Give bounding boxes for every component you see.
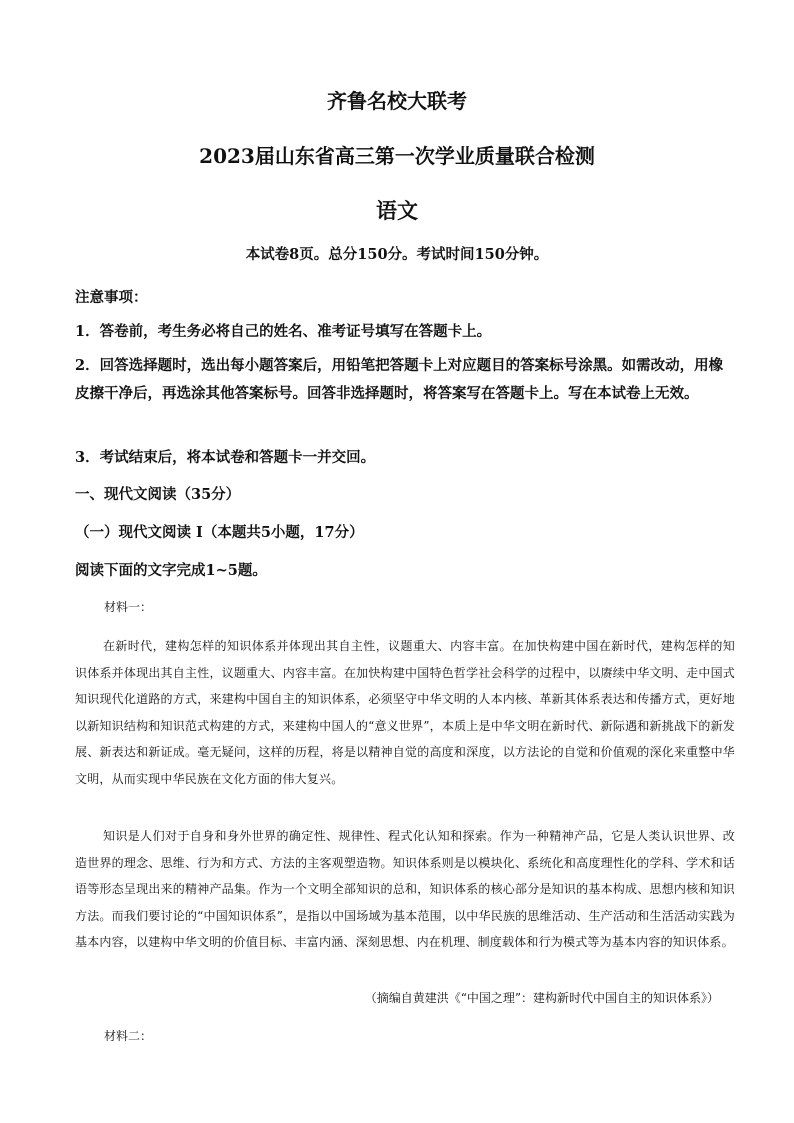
notice-item-2: 2．回答选择题时，选出每小题答案后，用铅笔把答题卡上对应题目的答案标号涂黑。如需改动，用橡皮擦干净后，再选涂其他答案标号。回答非选择题时，将答案写在答题卡上。写在本试卷上无效。 [75, 357, 724, 402]
material-1-label: 材料一： [104, 600, 153, 614]
exam-info: 本试卷8页。总分150分。考试时间150分钟。 [245, 246, 549, 263]
material-1-paragraph-2: 知识是人们对于自身和身外世界的确定性、规律性、程式化认知和探索。作为一种精神产品，它是人类认识世界、改造世界的理念、思维、行为和方式、方法的主客观塑造物。知识体系则是以模块化、系统化和高度理性化的学科、学术和话语等形态呈现出来的精神产品集。作为一个文明全部知识的总和，知识体系的核心部分是知识的基本构成、思想内核和知识方法。而我们要讨论的“中国知识体系”，是指以中国场域为基本范围，以中华民族的思维活动、生产活动和生活活动实践为基本内容，以建构中华文明的价值目标、丰富内涵、深刻思想、内在机理、制度载体和行为模式等为基本内容的知识体系。 [75, 829, 735, 949]
notice-item-1: 1．答卷前，考生务必将自己的姓名、准考证号填写在答题卡上。 [75, 323, 492, 340]
exam-alliance-title: 齐鲁名校大联考 [327, 89, 467, 113]
notice-heading: 注意事项： [75, 289, 148, 306]
subsection-heading: （一）现代文阅读 I（本题共5小题，17分） [75, 524, 364, 541]
reading-instruction: 阅读下面的文字完成1~5题。 [75, 562, 267, 579]
notice-item-3: 3．考试结束后，将本试卷和答题卡一并交回。 [75, 449, 376, 466]
material-1-paragraph-1: 在新时代，建构怎样的知识体系并体现出其自主性，议题重大、内容丰富。在加快构建中国在新时代，建构怎样的知识体系并体现出其自主性，议题重大、内容丰富。在加快构建中国特色哲学社会科学的过程中，以赓续中华文明、走中国式知识现代化道路的方式，来建构中国自主的知识体系，必须坚守中华文明的人本内核、革新其体系表达和传播方式，更好地以新知识结构和知识范式构建的方式，来建构中国人的“意义世界”，本质上是中华文明在新时代、新际遇和新挑战下的新发展、新表达和新证成。毫无疑问，这样的历程，将是以精神自觉的高度和深度，以方法论的自觉和价值观的深化来重整中华文明，从而实现中华民族在文化方面的伟大复兴。 [75, 639, 735, 786]
exam-title: 2023届山东省高三第一次学业质量联合检测 [199, 144, 595, 168]
section-heading: 一、现代文阅读（35分） [75, 486, 241, 503]
subject-title: 语文 [376, 198, 418, 223]
material-1-source: （摘编自黄建洪《“中国之理”：建构新时代中国自主的知识体系》） [364, 991, 719, 1005]
material-2-label: 材料二： [104, 1029, 153, 1043]
